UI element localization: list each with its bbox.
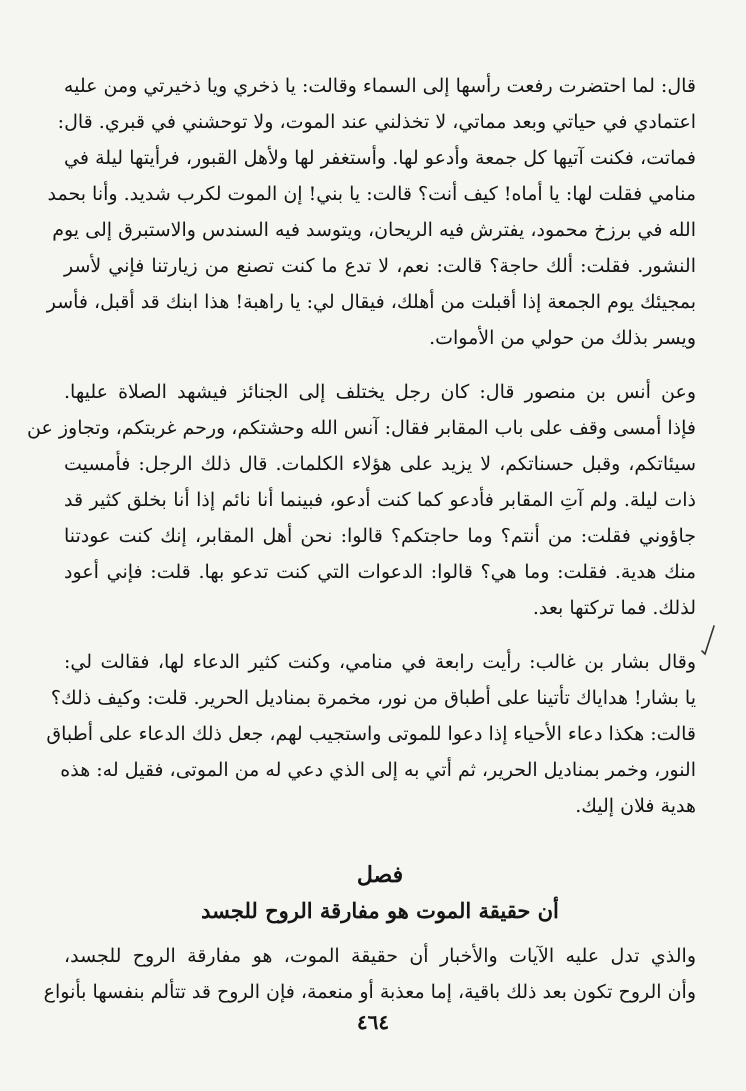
text-line: النور، وخمر بمناديل الحرير، ثم أتي به إلى الذي دعي له من الموتى، فقيل له: هذه xyxy=(60,759,696,781)
text-line: هدية فلان إليك. xyxy=(575,795,696,817)
text-line: فماتت، فكنت آتيها كل جمعة وأدعو لها. وأستغفر لها ولأهل القبور، فرأيتها ليلة في xyxy=(64,147,696,169)
margin-pen-mark-icon xyxy=(700,624,720,660)
page-body xyxy=(27,68,696,1010)
text-line: وأن الروح تكون بعد ذلك باقية، إما معذبة أو منعمة، فإن الروح قد تتألم بنفسها بأنواع xyxy=(43,981,696,1003)
section-title: أن حقيقة الموت هو مفارقة الروح للجسد xyxy=(201,898,559,923)
page-number: ٤٦٤ xyxy=(356,1010,390,1034)
text-line: والذي تدل عليه الآيات والأخبار أن حقيقة الموت، هو مفارقة الروح للجسد، xyxy=(64,945,696,967)
text-line: جاؤوني فقلت: من أنتم؟ وما حاجتكم؟ قالوا: نحن أهل المقابر، إنك كنت عودتنا xyxy=(64,525,696,547)
text-line: قال: لما احتضرت رفعت رأسها إلى السماء وقالت: يا ذخري ويا ذخيرتي ومن عليه xyxy=(63,75,696,97)
text-line: يا بشار! هداياك تأتينا على أطباق من نور، مخمرة بمناديل الحرير. قلت: وكيف ذلك؟ xyxy=(50,687,696,709)
paragraph-anas-story xyxy=(27,374,696,626)
text-line: النشور. فقلت: ألك حاجة؟ قالت: نعم، لا تدع ما كنت تصنع من زيارتنا فإني لأسر xyxy=(64,255,696,277)
text-line: ذات ليلة. ولم آتِ المقابر فأدعو كما كنت أدعو، فبينما أنا نائم إذا أنا بخلق كثير قد xyxy=(64,489,696,511)
text-line: قالت: هكذا دعاء الأحياء إذا دعوا للموتى واستجيب لهم، جعل ذلك الدعاء على أطباق xyxy=(46,723,696,745)
text-line: وقال بشار بن غالب: رأيت رابعة في منامي، وكنت كثير الدعاء لها، فقالت لي: xyxy=(64,651,696,673)
paragraph-mother-dream xyxy=(46,68,696,356)
text-line: منامي فقلت لها: يا أماه! كيف أنت؟ قالت: يا بني! إن الموت لكرب شديد. وأنا بحمد xyxy=(47,183,696,205)
paragraph-bashar-story xyxy=(46,644,696,824)
text-line: سيئاتكم، وقبل حسناتكم، لا يزيد على هؤلاء الكلمات. قال ذلك الرجل: فأمسيت xyxy=(64,453,696,475)
text-line: فإذا أمسى وقف على باب المقابر فقال: آنس الله وحشتكم، ورحم غربتكم، وتجاوز عن xyxy=(27,417,696,439)
text-line: وعن أنس بن منصور قال: كان رجل يختلف إلى الجنائز فيشهد الصلاة عليها. xyxy=(64,381,696,403)
text-line: اعتمادي في حياتي وبعد مماتي، لا تخذلني عند الموت، ولا توحشني في قبري. قال: xyxy=(57,111,696,133)
paragraph-closing xyxy=(43,938,696,1010)
text-line: لذلك. فما تركتها بعد. xyxy=(532,597,696,619)
text-line: بمجيئك يوم الجمعة إذا أقبلت من أهلك، فيقال لي: يا راهبة! هذا ابنك قد أقبل، فأسر xyxy=(46,291,696,313)
section-label: فصل xyxy=(356,862,404,888)
section-heading xyxy=(64,858,696,930)
text-line: منك هدية. فقلت: وما هي؟ قالوا: الدعوات التي كنت تدعو بها. قلت: فإني أعود xyxy=(64,561,696,583)
text-line: ويسر بذلك من حولي من الأموات. xyxy=(429,327,696,349)
text-line: الله في برزخ محمود، يفترش فيه الريحان، ويتوسد فيه السندس والاستبرق إلى يوم xyxy=(52,219,696,241)
